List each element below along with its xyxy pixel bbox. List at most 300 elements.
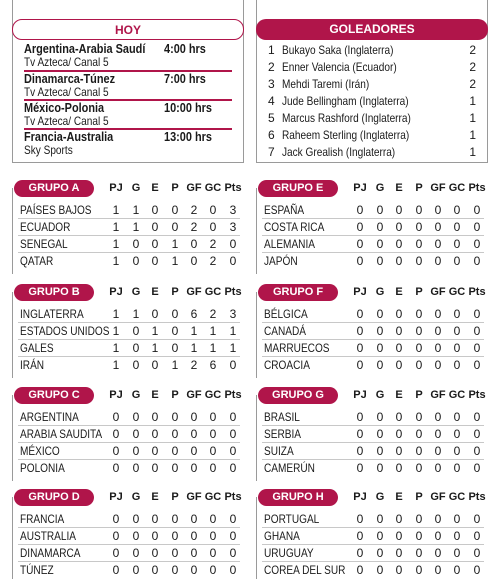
stat-e: 0 <box>395 546 403 560</box>
stat-p: 0 <box>415 324 423 338</box>
column-header-g: G <box>131 491 141 503</box>
grupo-f-border <box>256 292 257 378</box>
stat-pts: 0 <box>473 529 481 543</box>
stat-gf: 1 <box>190 324 198 338</box>
stat-pts: 0 <box>473 410 481 424</box>
scorer-goals: 2 <box>469 60 476 74</box>
scorer-name: Marcus Rashford (Inglaterra) <box>282 111 411 125</box>
column-header-g: G <box>375 286 385 298</box>
stat-pj: 0 <box>356 324 364 338</box>
team-name: PORTUGAL <box>264 512 320 526</box>
stat-p: 0 <box>415 563 423 577</box>
stat-gc: 0 <box>453 563 461 577</box>
scorer-goals: 1 <box>469 145 476 159</box>
stat-gc: 1 <box>209 324 217 338</box>
team-name: SENEGAL <box>20 237 68 251</box>
match-time: 4:00 hrs <box>164 41 206 56</box>
stat-g: 1 <box>132 220 140 234</box>
stat-gf: 0 <box>190 512 198 526</box>
stat-p: 0 <box>171 324 179 338</box>
stat-e: 0 <box>151 529 159 543</box>
stat-p: 0 <box>171 427 179 441</box>
stat-p: 0 <box>415 358 423 372</box>
stat-pts: 0 <box>473 237 481 251</box>
stat-pts: 0 <box>473 563 481 577</box>
stat-pj: 0 <box>112 512 120 526</box>
stat-pj: 1 <box>112 254 120 268</box>
scorer-rank: 7 <box>268 145 275 159</box>
scorer-row <box>268 127 476 143</box>
stat-pj: 0 <box>112 529 120 543</box>
column-header-pts: Pts <box>468 182 486 194</box>
match-teams: Argentina-Arabia Saudí <box>24 41 146 56</box>
match-channel: Tv Azteca/ Canal 5 <box>24 55 109 69</box>
team-name: BÉLGICA <box>264 307 308 321</box>
stat-gc: 0 <box>209 410 217 424</box>
stat-p: 1 <box>171 358 179 372</box>
stat-pj: 0 <box>356 220 364 234</box>
stat-pts: 0 <box>473 512 481 526</box>
stat-pj: 0 <box>356 203 364 217</box>
stat-pj: 0 <box>356 254 364 268</box>
stat-pts: 0 <box>229 254 237 268</box>
scorer-goals: 1 <box>469 128 476 142</box>
stat-gc: 0 <box>453 341 461 355</box>
stat-g: 0 <box>132 529 140 543</box>
stat-pts: 3 <box>229 203 237 217</box>
grupo-h-border <box>256 497 257 579</box>
column-header-e: E <box>395 182 403 194</box>
stat-gf: 0 <box>190 237 198 251</box>
stat-gc: 0 <box>453 461 461 475</box>
stat-pts: 1 <box>229 341 237 355</box>
stat-gf: 0 <box>434 546 442 560</box>
stat-gc: 1 <box>209 341 217 355</box>
stat-gc: 0 <box>209 563 217 577</box>
grupo-e-border <box>256 188 257 274</box>
column-header-p: P <box>415 286 423 298</box>
column-header-gc: GC <box>448 389 466 401</box>
stat-gc: 0 <box>209 444 217 458</box>
stat-gf: 0 <box>434 341 442 355</box>
stat-p: 0 <box>415 254 423 268</box>
stat-pj: 0 <box>112 410 120 424</box>
stat-e: 0 <box>395 427 403 441</box>
stat-gc: 2 <box>209 237 217 251</box>
stat-pts: 0 <box>473 427 481 441</box>
stat-g: 0 <box>132 512 140 526</box>
stat-gc: 0 <box>209 529 217 543</box>
stat-p: 0 <box>171 461 179 475</box>
column-header-pts: Pts <box>468 491 486 503</box>
stat-g: 0 <box>132 341 140 355</box>
stat-g: 0 <box>132 444 140 458</box>
stat-e: 0 <box>151 410 159 424</box>
stat-pts: 3 <box>229 307 237 321</box>
team-name: QATAR <box>20 254 54 268</box>
column-header-gc: GC <box>448 491 466 503</box>
grupo-b-label: GRUPO B <box>14 284 94 301</box>
team-name: GALES <box>20 341 54 355</box>
team-name: POLONIA <box>20 461 65 475</box>
stat-gc: 0 <box>453 358 461 372</box>
grupo-c-border <box>12 395 13 481</box>
stat-gf: 0 <box>190 529 198 543</box>
stat-gc: 0 <box>209 546 217 560</box>
stat-g: 0 <box>376 254 384 268</box>
stat-p: 0 <box>415 427 423 441</box>
stat-p: 0 <box>171 512 179 526</box>
team-name: IRÁN <box>20 358 45 372</box>
stat-p: 0 <box>415 307 423 321</box>
stat-g: 0 <box>132 563 140 577</box>
scorer-rank: 3 <box>268 77 275 91</box>
team-name: URUGUAY <box>264 546 314 560</box>
stat-gc: 0 <box>209 512 217 526</box>
stat-p: 0 <box>171 220 179 234</box>
column-header-gf: GF <box>430 182 446 194</box>
stat-e: 0 <box>151 307 159 321</box>
team-name: BRASIL <box>264 410 300 424</box>
grupo-e-label: GRUPO E <box>258 180 338 197</box>
stat-gc: 0 <box>209 203 217 217</box>
scorer-row <box>268 76 476 92</box>
team-name: CAMERÚN <box>264 461 315 475</box>
stat-p: 1 <box>171 254 179 268</box>
stat-pj: 0 <box>356 427 364 441</box>
match-time: 7:00 hrs <box>164 71 206 86</box>
stat-g: 0 <box>132 358 140 372</box>
team-name: SERBIA <box>264 427 301 441</box>
stat-pj: 0 <box>112 563 120 577</box>
stat-pj: 1 <box>112 220 120 234</box>
stat-e: 0 <box>395 203 403 217</box>
stat-g: 1 <box>132 307 140 321</box>
team-name: MARRUECOS <box>264 341 330 355</box>
stat-p: 1 <box>171 237 179 251</box>
stat-e: 0 <box>395 237 403 251</box>
column-header-gf: GF <box>186 389 202 401</box>
stat-g: 0 <box>376 324 384 338</box>
column-header-gf: GF <box>186 286 202 298</box>
stat-g: 0 <box>132 546 140 560</box>
scorer-rank: 1 <box>268 43 275 57</box>
stat-pts: 0 <box>229 512 237 526</box>
scorer-name: Jude Bellingham (Inglaterra) <box>282 94 409 108</box>
column-header-pts: Pts <box>468 286 486 298</box>
stat-e: 0 <box>395 461 403 475</box>
stat-gf: 0 <box>434 203 442 217</box>
stat-gf: 0 <box>434 254 442 268</box>
stat-p: 0 <box>415 220 423 234</box>
scorer-goals: 2 <box>469 43 476 57</box>
column-header-p: P <box>415 389 423 401</box>
scorer-goals: 1 <box>469 111 476 125</box>
stat-pj: 0 <box>112 444 120 458</box>
stat-pj: 0 <box>356 358 364 372</box>
stat-gf: 0 <box>434 237 442 251</box>
team-name: TÚNEZ <box>20 563 54 577</box>
stat-gf: 2 <box>190 220 198 234</box>
stat-g: 0 <box>376 461 384 475</box>
stat-pj: 0 <box>356 512 364 526</box>
stat-p: 0 <box>171 563 179 577</box>
column-header-pj: PJ <box>109 182 123 194</box>
scorer-row <box>268 110 476 126</box>
grupo-a-border <box>12 188 13 274</box>
scorer-rank: 2 <box>268 60 275 74</box>
stat-e: 0 <box>395 529 403 543</box>
stat-p: 0 <box>415 237 423 251</box>
scorer-name: Bukayo Saka (Inglaterra) <box>282 43 394 57</box>
stat-pj: 0 <box>112 427 120 441</box>
stat-p: 0 <box>171 307 179 321</box>
stat-gf: 0 <box>190 444 198 458</box>
stat-pts: 0 <box>229 546 237 560</box>
stat-pts: 0 <box>229 529 237 543</box>
stat-pj: 0 <box>112 461 120 475</box>
stat-pts: 0 <box>473 203 481 217</box>
scorer-name: Enner Valencia (Ecuador) <box>282 60 397 74</box>
stat-g: 1 <box>132 203 140 217</box>
stat-pj: 0 <box>356 444 364 458</box>
grupo-a-label: GRUPO A <box>14 180 94 197</box>
column-header-pj: PJ <box>353 389 367 401</box>
stat-e: 0 <box>395 254 403 268</box>
stat-e: 0 <box>151 461 159 475</box>
stat-gf: 0 <box>434 529 442 543</box>
stat-gc: 0 <box>453 512 461 526</box>
stat-e: 0 <box>151 254 159 268</box>
stat-gf: 0 <box>190 410 198 424</box>
stat-e: 0 <box>395 341 403 355</box>
stat-gc: 0 <box>453 307 461 321</box>
stat-e: 0 <box>151 563 159 577</box>
stat-gc: 0 <box>209 427 217 441</box>
column-header-pj: PJ <box>109 491 123 503</box>
scorer-rank: 4 <box>268 94 275 108</box>
stat-pts: 0 <box>473 341 481 355</box>
scorer-rank: 6 <box>268 128 275 142</box>
stat-gf: 0 <box>434 324 442 338</box>
column-header-p: P <box>415 491 423 503</box>
stat-pj: 0 <box>112 546 120 560</box>
stat-pj: 1 <box>112 203 120 217</box>
stat-pts: 0 <box>473 307 481 321</box>
stat-g: 0 <box>376 512 384 526</box>
team-name: ARGENTINA <box>20 410 79 424</box>
stat-g: 0 <box>376 203 384 217</box>
stat-pj: 0 <box>356 461 364 475</box>
team-name: FRANCIA <box>20 512 65 526</box>
stat-g: 0 <box>376 220 384 234</box>
stat-gf: 0 <box>434 220 442 234</box>
stat-pts: 0 <box>473 461 481 475</box>
stat-pts: 0 <box>473 444 481 458</box>
stat-p: 0 <box>171 341 179 355</box>
team-name: CANADÁ <box>264 324 307 338</box>
column-header-p: P <box>171 491 179 503</box>
stat-pts: 0 <box>473 546 481 560</box>
stat-g: 0 <box>376 529 384 543</box>
column-header-gc: GC <box>204 182 222 194</box>
stat-pts: 0 <box>229 461 237 475</box>
column-header-pts: Pts <box>224 491 242 503</box>
grupo-d-border <box>12 497 13 579</box>
stat-e: 0 <box>151 220 159 234</box>
stat-pj: 0 <box>356 341 364 355</box>
column-header-pj: PJ <box>353 491 367 503</box>
match-time: 10:00 hrs <box>164 100 212 115</box>
stat-g: 0 <box>376 427 384 441</box>
stat-pts: 0 <box>473 324 481 338</box>
stat-p: 0 <box>171 203 179 217</box>
stat-gc: 0 <box>453 546 461 560</box>
team-name: ESTADOS UNIDOS <box>20 324 110 338</box>
stat-e: 1 <box>151 341 159 355</box>
scorer-row <box>268 59 476 75</box>
column-header-gf: GF <box>186 491 202 503</box>
match-time: 13:00 hrs <box>164 129 212 144</box>
scorer-row <box>268 144 476 160</box>
stat-g: 0 <box>132 461 140 475</box>
grupo-d-label: GRUPO D <box>14 489 94 506</box>
stat-p: 0 <box>415 512 423 526</box>
column-header-pts: Pts <box>224 286 242 298</box>
stat-pj: 0 <box>356 410 364 424</box>
stat-gc: 0 <box>209 461 217 475</box>
stat-g: 0 <box>132 254 140 268</box>
stat-p: 0 <box>415 341 423 355</box>
column-header-e: E <box>395 389 403 401</box>
stat-pj: 0 <box>356 237 364 251</box>
stat-e: 0 <box>151 444 159 458</box>
column-header-pts: Pts <box>468 389 486 401</box>
stat-pj: 1 <box>112 358 120 372</box>
stat-e: 1 <box>151 324 159 338</box>
stat-pj: 0 <box>356 563 364 577</box>
column-header-p: P <box>171 182 179 194</box>
stat-pts: 0 <box>229 427 237 441</box>
stat-gf: 1 <box>190 341 198 355</box>
grupo-g-border <box>256 395 257 481</box>
stat-gf: 0 <box>434 512 442 526</box>
scorer-goals: 2 <box>469 77 476 91</box>
scorer-name: Jack Grealish (Inglaterra) <box>282 145 396 159</box>
team-name: COREA DEL SUR <box>264 563 346 577</box>
stat-gc: 0 <box>453 324 461 338</box>
match-teams: México-Polonia <box>24 100 105 115</box>
stat-pts: 0 <box>473 358 481 372</box>
column-header-pts: Pts <box>224 182 242 194</box>
stat-pts: 0 <box>229 237 237 251</box>
stat-gf: 2 <box>190 203 198 217</box>
column-header-pj: PJ <box>353 286 367 298</box>
stat-g: 0 <box>132 237 140 251</box>
team-name: CROACIA <box>264 358 310 372</box>
stat-g: 0 <box>376 410 384 424</box>
column-header-g: G <box>131 182 141 194</box>
grupo-c-label: GRUPO C <box>14 387 94 404</box>
stat-gc: 0 <box>453 410 461 424</box>
column-header-e: E <box>151 182 159 194</box>
match-channel: Tv Azteca/ Canal 5 <box>24 114 109 128</box>
team-name: ESPAÑA <box>264 203 305 217</box>
column-header-pj: PJ <box>109 286 123 298</box>
stat-e: 0 <box>395 512 403 526</box>
grupo-b-border <box>12 292 13 378</box>
stat-e: 0 <box>151 358 159 372</box>
stat-pts: 0 <box>229 563 237 577</box>
stat-gf: 0 <box>434 444 442 458</box>
stat-e: 0 <box>395 563 403 577</box>
stat-pts: 0 <box>473 254 481 268</box>
stat-gf: 0 <box>190 546 198 560</box>
stat-gf: 2 <box>190 358 198 372</box>
team-name: ECUADOR <box>20 220 71 234</box>
stat-e: 0 <box>395 358 403 372</box>
stat-p: 0 <box>415 444 423 458</box>
stat-p: 0 <box>171 410 179 424</box>
stat-pj: 0 <box>356 546 364 560</box>
stat-gc: 0 <box>453 529 461 543</box>
goleadores-title: GOLEADORES <box>256 19 488 40</box>
stat-e: 0 <box>151 546 159 560</box>
stat-pts: 3 <box>229 220 237 234</box>
stat-gc: 6 <box>209 358 217 372</box>
match-channel: Sky Sports <box>24 143 73 157</box>
team-name: AUSTRALIA <box>20 529 77 543</box>
column-header-gf: GF <box>186 182 202 194</box>
column-header-gc: GC <box>204 491 222 503</box>
column-header-gc: GC <box>204 286 222 298</box>
hoy-title: HOY <box>12 19 244 40</box>
stat-pj: 1 <box>112 307 120 321</box>
stat-gc: 0 <box>209 220 217 234</box>
column-header-pj: PJ <box>109 389 123 401</box>
stat-gf: 0 <box>190 427 198 441</box>
stat-g: 0 <box>376 563 384 577</box>
stat-e: 0 <box>151 512 159 526</box>
stat-gc: 2 <box>209 307 217 321</box>
stat-pj: 1 <box>112 237 120 251</box>
stat-g: 0 <box>132 427 140 441</box>
stat-gf: 0 <box>434 461 442 475</box>
stat-gc: 0 <box>453 237 461 251</box>
column-header-p: P <box>171 389 179 401</box>
stat-gf: 0 <box>434 358 442 372</box>
scorer-rank: 5 <box>268 111 275 125</box>
stat-gc: 0 <box>453 220 461 234</box>
stat-g: 0 <box>376 444 384 458</box>
stat-pj: 0 <box>356 529 364 543</box>
stat-p: 0 <box>171 444 179 458</box>
match-teams: Dinamarca-Túnez <box>24 71 116 86</box>
stat-e: 0 <box>395 220 403 234</box>
stat-p: 0 <box>415 461 423 475</box>
column-header-g: G <box>375 389 385 401</box>
column-header-gc: GC <box>204 389 222 401</box>
stat-e: 0 <box>151 427 159 441</box>
stat-p: 0 <box>415 529 423 543</box>
column-header-g: G <box>375 182 385 194</box>
stat-g: 0 <box>376 358 384 372</box>
stat-gc: 0 <box>453 203 461 217</box>
stat-p: 0 <box>171 546 179 560</box>
scorer-row <box>268 42 476 58</box>
column-header-p: P <box>171 286 179 298</box>
stat-gf: 6 <box>190 307 198 321</box>
